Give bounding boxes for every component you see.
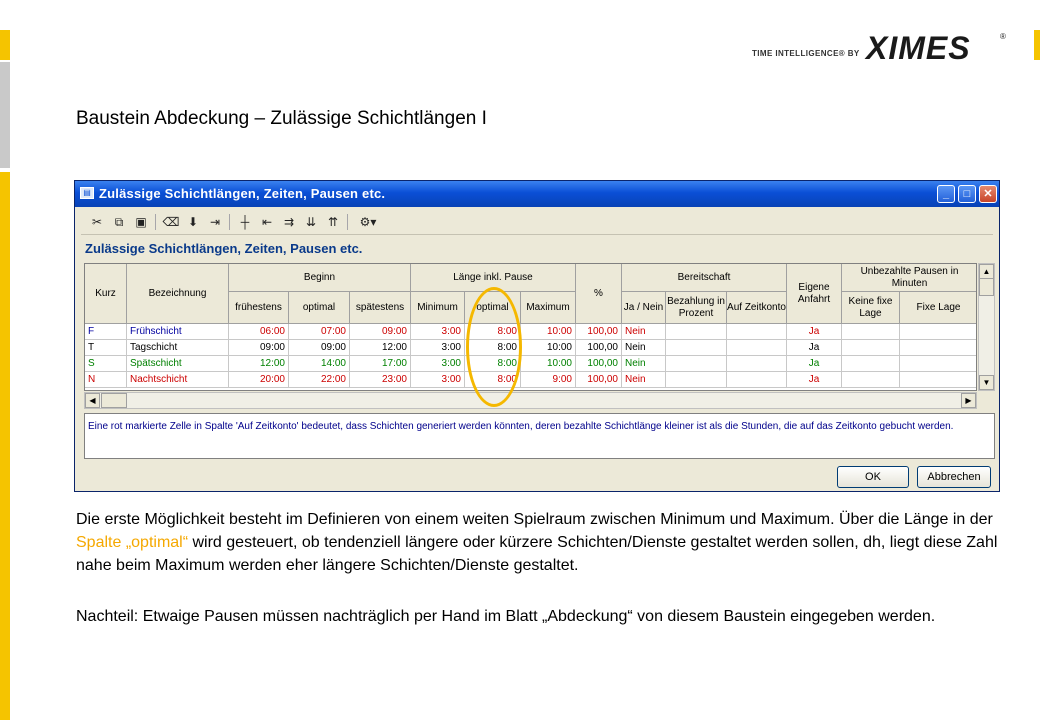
align-left-icon[interactable]: ⇤ — [261, 215, 273, 229]
cell-fixe-lage[interactable] — [900, 356, 977, 372]
cell-ja-nein[interactable]: Nein — [622, 372, 666, 388]
header-beginn[interactable]: Beginn — [229, 264, 411, 292]
close-button[interactable]: ✕ — [979, 185, 997, 203]
paragraph-1 — [76, 508, 1016, 577]
scissors-icon[interactable]: ✂ — [91, 215, 103, 229]
cell-ja-nein[interactable]: Nein — [622, 356, 666, 372]
cell-kurz[interactable]: T — [85, 340, 127, 356]
header-minimum[interactable]: Minimum — [411, 292, 465, 324]
cell-spaetestens[interactable]: 17:00 — [350, 356, 411, 372]
header-bezeichnung[interactable]: Bezeichnung — [127, 264, 229, 324]
header-eigene-anfahrt[interactable]: Eigene Anfahrt — [787, 264, 842, 324]
header-optimal-beginn[interactable]: optimal — [289, 292, 350, 324]
eraser-icon[interactable]: ⌫ — [162, 215, 180, 229]
split-icon[interactable]: ┼ — [240, 215, 250, 229]
header-bezahlung[interactable]: Bezahlung in Prozent — [666, 292, 727, 324]
cell-ja-nein[interactable]: Nein — [622, 324, 666, 340]
header-bereitschaft[interactable]: Bereitschaft — [622, 264, 787, 292]
accent-bar-right — [1034, 30, 1040, 60]
header-auf-zeitkonto[interactable]: Auf Zeitkonto — [727, 292, 787, 324]
accent-bar-grey — [0, 62, 10, 168]
minimize-button[interactable]: _ — [937, 185, 955, 203]
align-down-icon[interactable]: ⇊ — [305, 215, 317, 229]
cell-fruehestens[interactable]: 12:00 — [229, 356, 289, 372]
cell-spaetestens[interactable]: 23:00 — [350, 372, 411, 388]
scroll-right-icon[interactable]: ▶ — [961, 393, 976, 408]
vertical-scrollbar[interactable] — [978, 263, 995, 391]
cell-bezahlung[interactable] — [666, 324, 727, 340]
toolbar-separator — [347, 214, 348, 230]
insert-right-icon[interactable]: ⇥ — [209, 215, 221, 229]
cell-keine-fixe-lage[interactable] — [842, 340, 900, 356]
slide-title: Baustein Abdeckung – Zulässige Schichtlängen I — [76, 108, 487, 129]
cell-eigene-anfahrt[interactable]: Ja — [787, 372, 842, 388]
cell-ja-nein[interactable]: Nein — [622, 340, 666, 356]
header-fruehestens[interactable]: frühestens — [229, 292, 289, 324]
cell-optimal-laenge[interactable]: 8:00 — [465, 340, 521, 356]
align-up-icon[interactable]: ⇈ — [327, 215, 339, 229]
cell-bezeichnung[interactable]: Spätschicht — [127, 356, 229, 372]
header-fixe-lage[interactable]: Fixe Lage — [900, 292, 977, 324]
cell-minimum[interactable]: 3:00 — [411, 324, 465, 340]
scroll-thumb[interactable] — [979, 278, 994, 296]
scroll-thumb-horizontal[interactable] — [101, 393, 127, 408]
cell-kurz[interactable]: S — [85, 356, 127, 372]
cell-prozent[interactable]: 100,00 — [576, 356, 622, 372]
cell-fruehestens[interactable]: 20:00 — [229, 372, 289, 388]
cell-minimum[interactable]: 3:00 — [411, 372, 465, 388]
info-note: Eine rot markierte Zelle in Spalte 'Auf Zeitkonto' bedeutet, dass Schichten generiert werden könnten, deren bezahlte Schichtlänge kleiner ist als die Stunden, die auf das Zeitkonto gebucht werden. — [84, 413, 995, 459]
dialog-window — [74, 180, 1000, 492]
cell-auf-zeitkonto[interactable] — [727, 372, 787, 388]
cell-optimal-beginn[interactable]: 14:00 — [289, 356, 350, 372]
cell-maximum[interactable]: 10:00 — [521, 356, 576, 372]
optimal-column-highlight — [466, 287, 522, 407]
header-unbezahlte-pausen[interactable]: Unbezahlte Pausen in Minuten — [842, 264, 977, 292]
cell-eigene-anfahrt[interactable]: Ja — [787, 340, 842, 356]
options-icon[interactable]: ⚙▾ — [359, 215, 377, 229]
cell-auf-zeitkonto[interactable] — [727, 324, 787, 340]
cell-bezeichnung[interactable]: Nachtschicht — [127, 372, 229, 388]
align-right-icon[interactable]: ⇉ — [283, 215, 295, 229]
cell-keine-fixe-lage[interactable] — [842, 356, 900, 372]
paragraph-2: Nachteil: Etwaige Pausen müssen nachträglich per Hand im Blatt „Abdeckung“ von diesem Baustein eingegeben werden. — [76, 608, 936, 625]
window-titlebar[interactable] — [75, 181, 999, 207]
toolbar-separator — [155, 214, 156, 230]
header-optimal-laenge[interactable]: optimal — [465, 292, 521, 324]
cell-minimum[interactable]: 3:00 — [411, 356, 465, 372]
scroll-left-icon[interactable]: ◀ — [85, 393, 100, 408]
cell-optimal-beginn[interactable]: 09:00 — [289, 340, 350, 356]
cell-keine-fixe-lage[interactable] — [842, 372, 900, 388]
cell-bezeichnung[interactable]: Tagschicht — [127, 340, 229, 356]
cell-auf-zeitkonto[interactable] — [727, 356, 787, 372]
app-icon: ▤ — [80, 187, 94, 199]
cell-optimal-beginn[interactable]: 22:00 — [289, 372, 350, 388]
cell-optimal-laenge[interactable]: 8:00 — [465, 324, 521, 340]
cell-optimal-laenge[interactable]: 8:00 — [465, 372, 521, 388]
cell-eigene-anfahrt[interactable]: Ja — [787, 324, 842, 340]
cell-spaetestens[interactable]: 12:00 — [350, 340, 411, 356]
header-spaetestens[interactable]: spätestens — [350, 292, 411, 324]
paragraph-1-part-b: wird gesteuert, ob tendenziell längere oder kürzere Schichten/Dienste gestaltet werden sollen, dh, liegt diese Zahl nahe beim Maximum werden eher längere Schichten/Dienste gestaltet. — [76, 534, 998, 574]
cell-optimal-beginn[interactable]: 07:00 — [289, 324, 350, 340]
header-laenge[interactable]: Länge inkl. Pause — [411, 264, 576, 292]
cell-eigene-anfahrt[interactable]: Ja — [787, 356, 842, 372]
cell-fixe-lage[interactable] — [900, 340, 977, 356]
tagline: TIME INTELLIGENCE® BY — [752, 49, 860, 58]
cell-maximum[interactable]: 10:00 — [521, 324, 576, 340]
insert-down-icon[interactable]: ⬇ — [187, 215, 199, 229]
cell-maximum[interactable]: 10:00 — [521, 340, 576, 356]
header-prozent[interactable]: % — [576, 264, 622, 324]
paragraph-1-highlight: Spalte „optimal“ — [76, 534, 189, 551]
cell-fixe-lage[interactable] — [900, 372, 977, 388]
cell-optimal-laenge[interactable]: 8:00 — [465, 356, 521, 372]
header-kurz[interactable]: Kurz — [85, 264, 127, 324]
cell-auf-zeitkonto[interactable] — [727, 340, 787, 356]
horizontal-scrollbar[interactable] — [84, 392, 977, 409]
cell-spaetestens[interactable]: 09:00 — [350, 324, 411, 340]
cell-keine-fixe-lage[interactable] — [842, 324, 900, 340]
header-maximum[interactable]: Maximum — [521, 292, 576, 324]
cell-bezahlung[interactable] — [666, 340, 727, 356]
cell-fruehestens[interactable]: 06:00 — [229, 324, 289, 340]
paste-icon[interactable]: ▣ — [135, 215, 147, 229]
maximize-button[interactable]: □ — [958, 185, 976, 203]
ok-button[interactable]: OK — [837, 466, 909, 488]
cell-prozent[interactable]: 100,00 — [576, 324, 622, 340]
toolbar-separator — [229, 214, 230, 230]
cell-kurz[interactable]: F — [85, 324, 127, 340]
header-keine-fixe-lage[interactable]: Keine fixe Lage — [842, 292, 900, 324]
paragraph-1-part-a: Die erste Möglichkeit besteht im Definieren von einem weiten Spielraum zwischen Minimum und Maximum. Über die Länge in der — [76, 511, 993, 528]
cell-bezahlung[interactable] — [666, 356, 727, 372]
accent-bar-top — [0, 30, 10, 60]
cell-prozent[interactable]: 100,00 — [576, 340, 622, 356]
scroll-up-icon[interactable]: ▲ — [979, 264, 994, 279]
window-title: Zulässige Schichtlängen, Zeiten, Pausen etc. — [99, 186, 386, 201]
toolbar — [81, 211, 993, 235]
cell-fixe-lage[interactable] — [900, 324, 977, 340]
cell-kurz[interactable]: N — [85, 372, 127, 388]
ximes-logo: XIMES — [866, 30, 971, 66]
header-ja-nein[interactable]: Ja / Nein — [622, 292, 666, 324]
accent-bar-main — [0, 172, 10, 720]
form-heading: Zulässige Schichtlängen, Zeiten, Pausen etc. — [85, 241, 363, 256]
cell-bezeichnung[interactable]: Frühschicht — [127, 324, 229, 340]
scroll-down-icon[interactable]: ▼ — [979, 375, 994, 390]
copy-icon[interactable]: ⧉ — [114, 215, 124, 229]
cell-prozent[interactable]: 100,00 — [576, 372, 622, 388]
cell-maximum[interactable]: 9:00 — [521, 372, 576, 388]
cancel-button[interactable]: Abbrechen — [917, 466, 991, 488]
cell-minimum[interactable]: 3:00 — [411, 340, 465, 356]
logo-registered-mark: ® — [1000, 32, 1006, 41]
cell-fruehestens[interactable]: 09:00 — [229, 340, 289, 356]
cell-bezahlung[interactable] — [666, 372, 727, 388]
shift-grid — [84, 263, 977, 391]
